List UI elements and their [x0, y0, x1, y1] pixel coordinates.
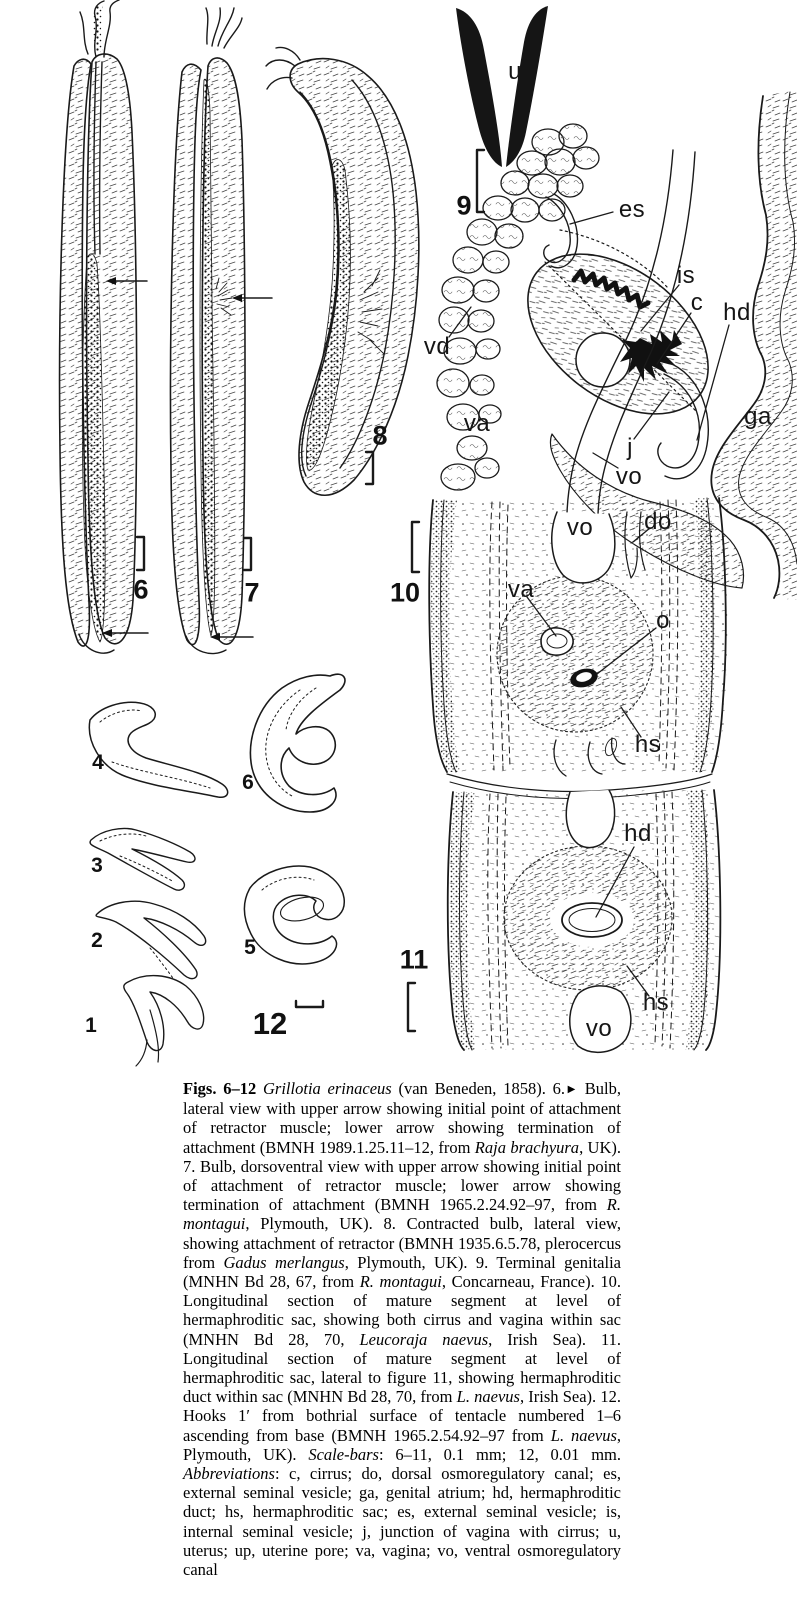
caption-segment: : 6–11, 0.1 mm; 12, 0.01 mm.	[378, 1444, 621, 1464]
label-hermaphroditic-sac-fig10: hs	[634, 731, 662, 758]
hook-number-4: 4	[92, 751, 104, 774]
label-vagina-fig9: va	[463, 410, 491, 437]
label-ventral-canal-fig10: vo	[566, 514, 594, 541]
caption-segment: , Irish Sea). 12. Hooks 1′ from bothrial surface of tentacle numbered 1–6 ascending from base (BMNH 1965.2.54.92–97 from	[183, 1387, 621, 1445]
label-internal-seminal-vesicle: is	[676, 262, 696, 289]
label-hermaphroditic-duct-fig11: hd	[624, 820, 652, 847]
caption-segment: Grillotia erinaceus	[263, 1079, 392, 1098]
panel-number-6: 6	[133, 574, 149, 605]
fig10-segment-section-drawing	[429, 498, 727, 799]
label-external-seminal-vesicle: es	[618, 196, 646, 223]
caption-segment: : c, cirrus; do, dorsal osmoregulatory canal; es, external seminal vesicle; ga, genital atrium; hd, hermaphroditic duct; hs, hermaphroditic sac; es, external seminal vesicle; is, internal seminal vesicle; j, junction of vagina with cirrus; u, uterus; up, uterine pore; va, vagina; vo, ventral osmoregulatory canal	[183, 1464, 621, 1580]
caption-segment: Bulb, lateral view with upper arrow showing initial point of attachment of retractor muscle; lower arrow showing termination of attachment (BMNH 1989.1.25.11–12, from	[183, 1079, 621, 1157]
caption-segment: Scale-bars	[308, 1444, 379, 1464]
label-hermaphroditic-duct-fig9: hd	[723, 299, 751, 326]
panel-number-12: 12	[252, 1006, 288, 1041]
caption-segment: , Plymouth, UK).	[183, 1425, 621, 1464]
caption-segment: R. montagui	[359, 1272, 442, 1292]
caption-segment: , Plymouth, UK). 9. Terminal genitalia (MNHN Bd 28, 67, from	[183, 1252, 621, 1292]
caption-segment: Gadus merlangus	[223, 1252, 345, 1272]
label-dorsal-canal: do	[644, 508, 672, 535]
caption-segment: Raja brachyura	[474, 1137, 580, 1157]
label-uterus: u	[508, 58, 522, 85]
label-ventral-canal-fig9: vo	[615, 463, 643, 490]
caption-segment: , Concarneau, France). 10. Longitudinal section of mature segment at level of hermaphroditic sac, showing both cirrus and vagina within sac (MNHN Bd 28, 70,	[183, 1272, 621, 1349]
label-junction: j	[627, 434, 633, 461]
caption-segment: ▶	[564, 1084, 578, 1095]
caption-segment: (van Beneden, 1858). 6.	[391, 1079, 565, 1098]
caption-segment: Leucoraja naevus	[359, 1329, 489, 1349]
figure-caption	[183, 1079, 621, 1579]
caption-segment: L. naevus	[550, 1425, 617, 1445]
label-vas-deferens: vd	[423, 333, 451, 360]
caption-segment: , Plymouth, UK). 8. Contracted bulb, lateral view, showing attachment of retractor (BMNH 1935.6.5.78, plerocercus from	[183, 1214, 621, 1272]
panel-number-10: 10	[389, 577, 421, 608]
hook-number-5: 5	[244, 936, 256, 959]
hook-number-3: 3	[91, 854, 103, 877]
label-ventral-canal-fig11: vo	[585, 1015, 613, 1042]
panel-number-9: 9	[456, 190, 472, 221]
label-vagina-fig10: va	[507, 576, 535, 603]
caption-segment: R. montagui	[183, 1195, 621, 1234]
hook-number-1: 1	[85, 1014, 97, 1037]
label-o: o	[656, 607, 670, 634]
label-genital-atrium: ga	[744, 403, 772, 430]
fig8-contracted-bulb-drawing	[266, 48, 419, 496]
caption-segment: Figs. 6–12	[183, 1079, 264, 1098]
fig7-bulb-dorsoventral-drawing	[170, 8, 245, 654]
caption-segment: L. naevus	[456, 1387, 520, 1407]
panel-number-7: 7	[244, 577, 260, 608]
caption-segment: , UK). 7. Bulb, dorsoventral view with upper arrow showing initial point of attachment of retractor muscle; lower arrow showing termination of attachment (BMNH 1965.2.24.92–97, from	[183, 1137, 621, 1215]
panel-number-11: 11	[399, 944, 429, 975]
fig11-segment-section-drawing	[448, 790, 722, 1052]
hook-number-6: 6	[242, 771, 254, 794]
caption-segment: , Irish Sea). 11. Longitudinal section of mature segment at level of hermaphroditic sac, lateral to figure 11, showing hermaphroditic duct within sac (MNHN Bd 28, 70, from	[183, 1329, 622, 1407]
caption-segment: Abbreviations	[183, 1464, 275, 1484]
label-cirrus: c	[690, 289, 704, 316]
panel-number-8: 8	[372, 420, 388, 451]
hook-number-2: 2	[91, 929, 103, 952]
label-hermaphroditic-sac-fig11: hs	[642, 989, 670, 1016]
fig6-bulb-lateral-drawing	[60, 0, 137, 653]
